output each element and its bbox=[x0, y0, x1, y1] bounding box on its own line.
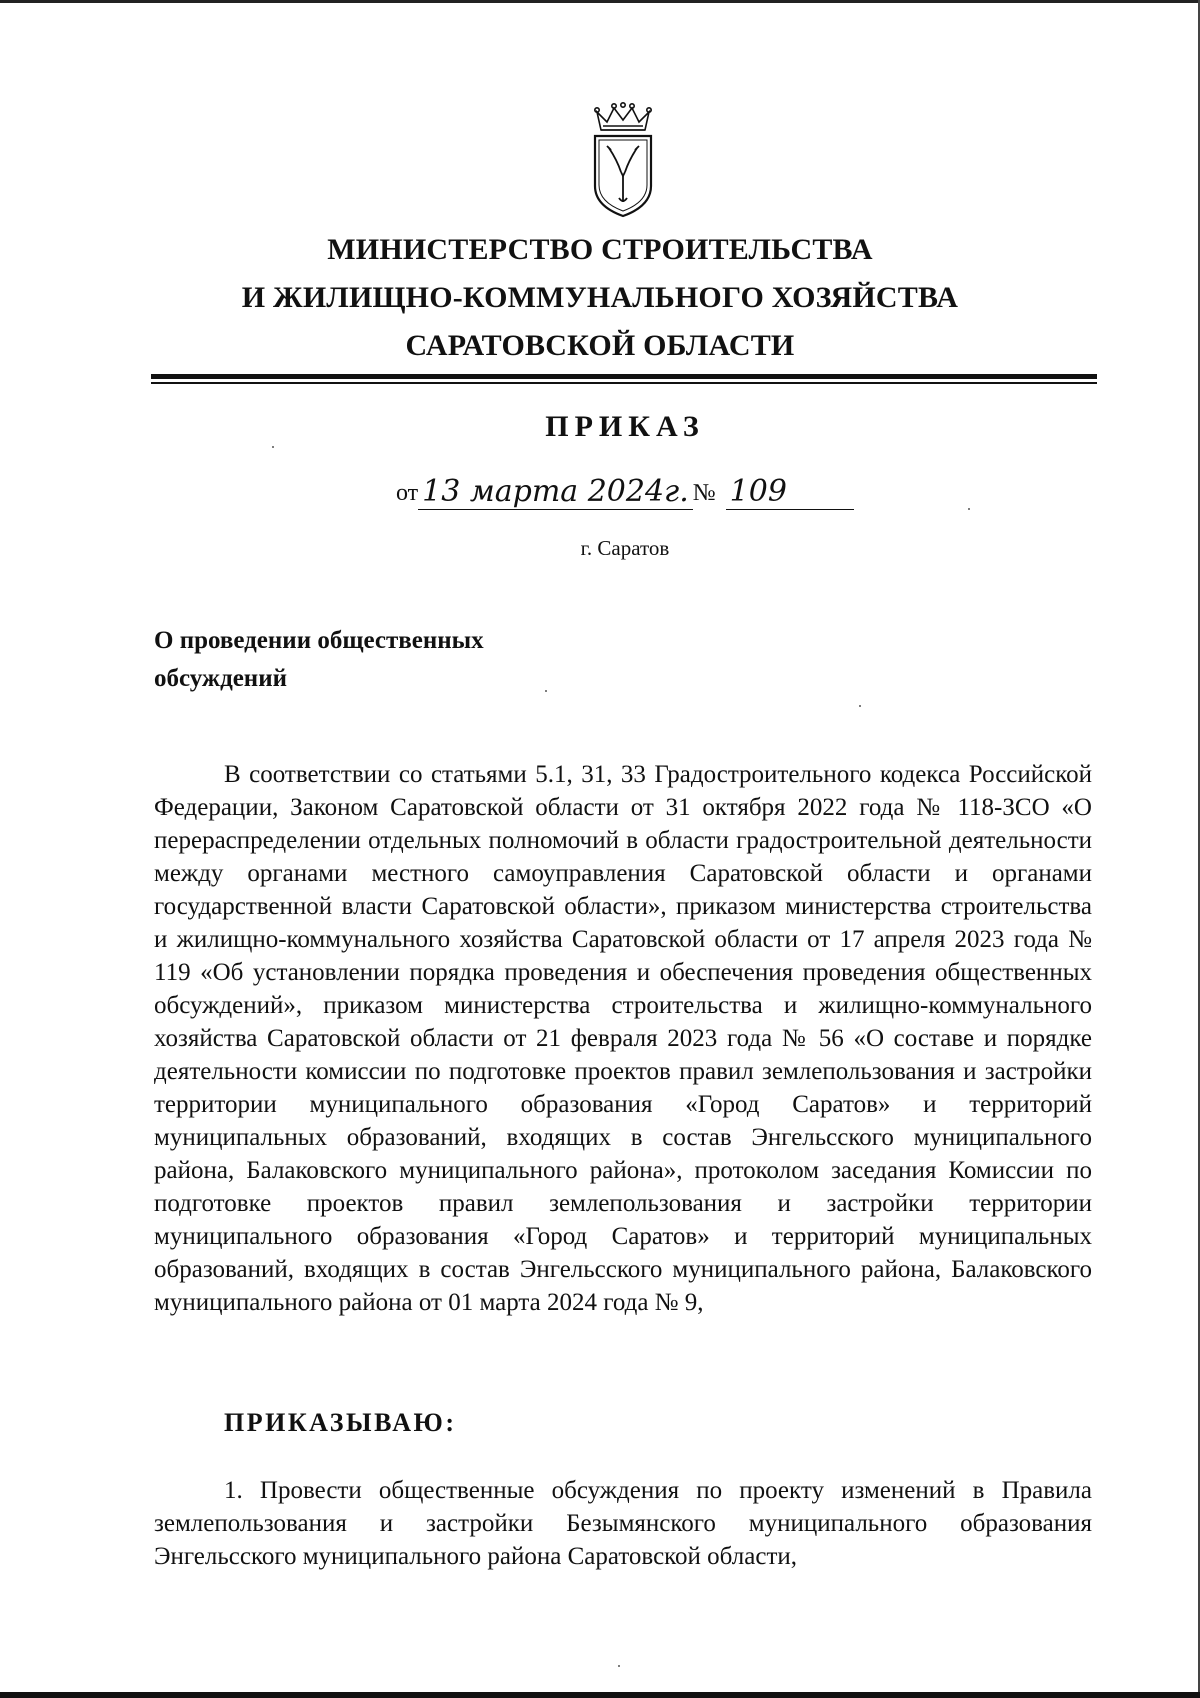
ministry-line-2: И ЖИЛИЩНО-КОММУНАЛЬНОГО ХОЗЯЙСТВА bbox=[241, 281, 959, 314]
order-date-number-line bbox=[396, 470, 854, 510]
header-divider-thick bbox=[151, 374, 1097, 379]
order-from-label: от bbox=[396, 480, 419, 506]
ministry-line-1: МИНИСТЕРСТВО СТРОИТЕЛЬСТВА bbox=[327, 233, 873, 266]
scan-speck bbox=[545, 690, 547, 692]
ministry-line-3: САРАТОВСКОЙ ОБЛАСТИ bbox=[405, 329, 795, 362]
scan-edge-bottom bbox=[0, 1692, 1200, 1698]
order-number-label: № bbox=[692, 480, 716, 506]
saratov-coat-of-arms-icon bbox=[587, 102, 659, 220]
order-date-handwritten: 13 марта 2024г. bbox=[418, 475, 693, 510]
header-divider-thin bbox=[151, 382, 1097, 384]
order-item-1: 1. Провести общественные обсуждения по проекту изменений в Правила землепользования и застройки Безымянского муниципального образования Энгельсского муниципального района Саратовской области, bbox=[154, 1477, 1092, 1570]
scan-speck bbox=[272, 446, 274, 448]
preamble-paragraph: В соответствии со статьями 5.1, 31, 33 Градостроительного кодекса Российской Федерации, Законом Саратовской области от 31 октября 2022 года № 118-ЗСО «О перераспределении отдельных полномочий в области градостроительной деятельности между органами местного самоуправления Саратовской области и органами государственной власти Саратовской области», приказом министерства строительства и жилищно-коммунального хозяйства Саратовской области от 17 апреля 2023 года № 119 «Об установлении порядка проведения и обеспечения проведения общественных обсуждений», приказом министерства строительства и жилищно-коммунального хозяйства Саратовской области от 21 февраля 2023 года № 56 «О составе и порядке деятельности комиссии по подготовке проектов правил землепользования и застройки территории муниципального образования «Город Саратов» и территорий муниципальных образований, входящих в состав Энгельсского муниципального района, Балаковского муниципального района», протоколом заседания Комиссии по подготовке проектов правил землепользования и застройки территории муниципального образования «Город Саратов» и территорий муниципальных образований, входящих в состав Энгельсского муниципального района, Балаковского муниципального района от 01 марта 2024 года № 9, bbox=[154, 761, 1092, 1316]
scan-speck bbox=[968, 508, 970, 510]
scan-speck bbox=[859, 705, 861, 707]
scan-speck bbox=[618, 1665, 620, 1667]
order-directive-heading: ПРИКАЗЫВАЮ: bbox=[224, 1408, 457, 1437]
order-city: г. Саратов bbox=[580, 536, 670, 560]
order-number-handwritten: 109 bbox=[726, 475, 854, 510]
order-subject bbox=[154, 622, 484, 698]
order-title: ПРИКАЗ bbox=[545, 410, 705, 443]
ministry-name bbox=[0, 226, 1200, 370]
subject-line-1: О проведении общественных bbox=[154, 627, 484, 654]
subject-line-2: обсуждений bbox=[154, 665, 288, 692]
scan-edge-top bbox=[0, 0, 1200, 3]
